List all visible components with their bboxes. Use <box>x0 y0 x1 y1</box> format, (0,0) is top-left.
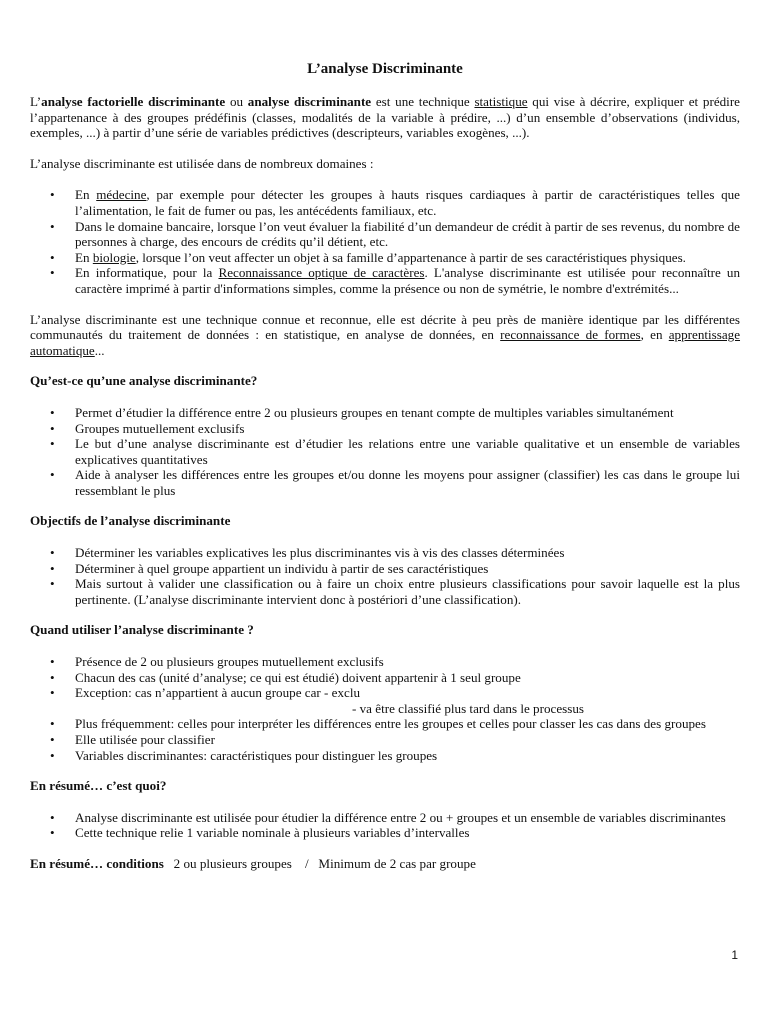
link-reconnaissance-formes[interactable]: reconnaissance de formes <box>500 327 641 343</box>
resume-list <box>30 810 740 841</box>
link-ocr[interactable]: Reconnaissance optique de caractères <box>218 265 425 281</box>
page-title: L’analyse Discriminante <box>307 61 463 77</box>
link-medecine[interactable]: médecine <box>96 187 147 203</box>
intro-text: qui vise à décrire, expliquer et prédire l’appartenance à des groupes prédéfinis (classes, modalités de la variable à prédire, ...) d’un ensemble d’observations (individus, exemples, ...) à partir d’une série de variables prédictives (descripteurs, variables exogènes, ...). <box>30 94 740 141</box>
list-item: • Plus fréquemment: celles pour interpréter les différences entre les groupes et celles pour classer les cas dans des groupes <box>30 716 740 732</box>
section-heading-resume: En résumé… c’est quoi? <box>30 778 167 794</box>
list-item <box>30 219 740 250</box>
link-statistique[interactable]: statistique <box>474 94 528 109</box>
list-item: • Le but d’une analyse discriminante est d’étudier les relations entre une variable qualitative et un ensemble de variables explicatives quantitatives <box>30 436 740 467</box>
item-text: En <box>75 249 93 265</box>
list-item: • Mais surtout à valider une classification ou à faire un choix entre plusieurs classifications pour savoir laquelle est la plus pertinente. (L’analyse discriminante intervient donc à postériori d’une classification). <box>30 576 740 607</box>
list-item: • Cette technique relie 1 variable nominale à plusieurs variables d’intervalles <box>30 825 740 841</box>
intro-term-afd: analyse factorielle discriminante <box>41 94 226 109</box>
list-item: • Déterminer à quel groupe appartient un individu à partir de ses caractéristiques <box>30 561 740 577</box>
item-text: Dans le domaine bancaire, lorsque l’on veut évaluer la fiabilité d’un demandeur de crédit à partir de ses revenus, du nombre de personnes à charge, des encours de crédits qu’il détient, etc. <box>75 218 740 250</box>
domains-lead: L’analyse discriminante est utilisée dans de nombreux domaines : <box>30 155 374 171</box>
item-text: En <box>75 187 97 203</box>
section-heading-quand: Quand utiliser l’analyse discriminante ? <box>30 622 254 638</box>
known-paragraph <box>30 312 740 359</box>
intro-term-ad: analyse discriminante <box>247 94 372 109</box>
definition-list <box>30 405 740 499</box>
intro-paragraph <box>30 94 740 141</box>
list-item: • Permet d’étudier la différence entre 2 ou plusieurs groupes en tenant compte de multiples variables simultanément <box>30 405 740 421</box>
conditions-line <box>30 856 740 872</box>
list-item <box>30 265 740 296</box>
item-text: . L'analyse discriminante est utilisée pour reconnaître un caractère imprimé à partir d'informations simples, comme la présence ou non de symétrie, le nombre d'extrémités... <box>75 265 741 296</box>
list-item: • Déterminer les variables explicatives les plus discriminantes vis à vis des classes déterminées <box>30 545 740 561</box>
list-item: • Aide à analyser les différences entre les groupes et/ou donne les moyens pour assigner (classifier) les cas dans le groupe lui ressemblant le plus <box>30 467 740 498</box>
conditions-text: 2 ou plusieurs groupes / Minimum de 2 cas par groupe <box>163 855 476 871</box>
intro-text: est une technique <box>371 94 475 109</box>
list-item <box>30 250 740 266</box>
section-heading-definition: Qu’est-ce qu’une analyse discriminante? <box>30 373 258 389</box>
item-continuation: - va être classifié plus tard dans le processus <box>352 700 584 716</box>
intro-text: L’ <box>30 94 42 109</box>
objectifs-list <box>30 545 740 607</box>
link-biologie[interactable]: biologie <box>92 249 136 265</box>
page-number: 1 <box>731 948 738 962</box>
list-item: • Variables discriminantes: caractéristiques pour distinguer les groupes <box>30 748 740 764</box>
known-text: L’analyse discriminante est une technique connue et reconnue, elle est décrite à peu près de manière identique par les différentes communautés du traitement de données : en statistique, en analyse de données, en <box>30 311 740 343</box>
document-page <box>30 60 740 872</box>
conditions-label: En résumé… conditions <box>30 855 164 871</box>
list-item <box>30 187 740 218</box>
item-text: , par exemple pour détecter les groupes à hauts risques cardiaques à partir de caractéristiques telles que l’alimentation, le fait de fumer ou pas, les antécédents familiaux, etc. <box>75 187 740 218</box>
intro-text: ou <box>225 94 248 109</box>
known-text: ... <box>94 342 105 358</box>
section-heading-objectifs: Objectifs de l’analyse discriminante <box>30 513 231 529</box>
domains-list <box>30 187 740 296</box>
item-text: , lorsque l’on veut affecter un objet à sa famille d’appartenance à partir de ses caractéristiques physiques. <box>135 249 686 265</box>
list-item: • Chacun des cas (unité d’analyse; ce qui est étudié) doivent appartenir à 1 seul groupe <box>30 670 740 686</box>
list-item: • Groupes mutuellement exclusifs <box>30 421 740 437</box>
list-item: • Elle utilisée pour classifier <box>30 732 740 748</box>
list-item: • Présence de 2 ou plusieurs groupes mutuellement exclusifs <box>30 654 740 670</box>
list-item: • Analyse discriminante est utilisée pour étudier la différence entre 2 ou + groupes et un ensemble de variables discriminantes <box>30 810 740 826</box>
list-item <box>30 685 740 716</box>
link-apprentissage-automatique[interactable]: apprentissage automatique <box>30 327 741 358</box>
quand-list <box>30 654 740 763</box>
item-text: En informatique, pour la <box>75 265 219 281</box>
item-text: Exception: cas n’appartient à aucun groupe car - exclu <box>75 685 361 701</box>
known-text: , en <box>640 327 669 343</box>
